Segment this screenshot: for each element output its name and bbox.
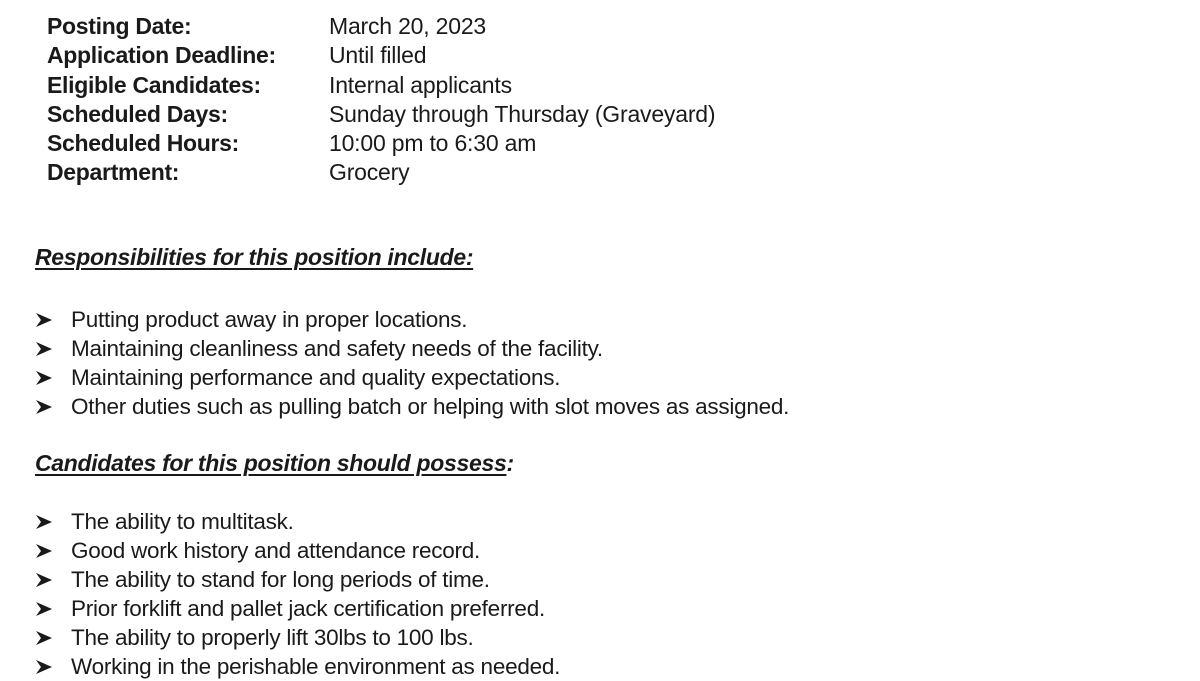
- list-item: [35, 594, 560, 623]
- candidates-heading-text: Candidates for this position should possess: [35, 450, 507, 476]
- list-item: [35, 507, 560, 536]
- candidates-list: [35, 507, 560, 681]
- list-item-text: The ability to multitask.: [71, 509, 294, 534]
- detail-label: Posting Date:: [47, 13, 192, 39]
- arrowhead-bullet-icon: [35, 594, 71, 623]
- list-item-text: Prior forklift and pallet jack certification preferred.: [71, 596, 545, 621]
- detail-value: Grocery: [329, 159, 410, 186]
- list-item: [35, 392, 789, 421]
- list-item-text: Working in the perishable environment as needed.: [71, 654, 561, 679]
- detail-label: Scheduled Days:: [47, 100, 228, 127]
- list-item: [35, 565, 560, 594]
- list-item-text: Good work history and attendance record.: [71, 538, 480, 563]
- list-item-text: The ability to properly lift 30lbs to 100 lbs.: [71, 625, 474, 650]
- detail-value: Sunday through Thursday (Graveyard): [329, 100, 716, 127]
- responsibilities-heading: [35, 244, 473, 271]
- list-item-text: Other duties such as pulling batch or helping with slot moves as assigned.: [71, 394, 790, 419]
- detail-value: March 20, 2023: [329, 13, 487, 39]
- arrowhead-bullet-icon: [35, 305, 71, 334]
- list-item: [35, 305, 789, 334]
- detail-value: Until filled: [329, 42, 427, 69]
- list-item: [35, 536, 560, 565]
- detail-row-scheduled-hours: [47, 129, 715, 158]
- detail-row-scheduled-days: [47, 100, 715, 129]
- list-item: [35, 652, 560, 681]
- detail-label: Department:: [47, 159, 180, 186]
- posting-details: [47, 12, 715, 188]
- list-item-text: Maintaining performance and quality expectations.: [71, 365, 561, 390]
- list-item: [35, 623, 560, 652]
- detail-row-posting-date: [47, 12, 715, 41]
- list-item-text: Putting product away in proper locations.: [71, 307, 468, 332]
- candidates-heading: [35, 450, 514, 477]
- arrowhead-bullet-icon: [35, 536, 71, 565]
- arrowhead-bullet-icon: [35, 507, 71, 536]
- detail-value: 10:00 pm to 6:30 am: [329, 130, 537, 157]
- list-item-text: The ability to stand for long periods of time.: [71, 567, 490, 592]
- list-item-text: Maintaining cleanliness and safety needs of the facility.: [71, 336, 603, 361]
- detail-value: Internal applicants: [329, 71, 512, 98]
- candidates-heading-colon: :: [506, 450, 514, 476]
- detail-row-department: [47, 158, 715, 187]
- arrowhead-bullet-icon: [35, 652, 71, 681]
- detail-row-eligible-candidates: [47, 71, 715, 100]
- list-item: [35, 363, 789, 392]
- detail-label: Application Deadline:: [47, 42, 276, 69]
- arrowhead-bullet-icon: [35, 392, 71, 421]
- responsibilities-list: [35, 305, 789, 421]
- detail-row-application-deadline: [47, 41, 715, 70]
- list-item: [35, 334, 789, 363]
- arrowhead-bullet-icon: [35, 623, 71, 652]
- detail-label: Scheduled Hours:: [47, 130, 240, 157]
- arrowhead-bullet-icon: [35, 363, 71, 392]
- arrowhead-bullet-icon: [35, 334, 71, 363]
- responsibilities-heading-text: Responsibilities for this position include:: [35, 244, 474, 270]
- arrowhead-bullet-icon: [35, 565, 71, 594]
- detail-label: Eligible Candidates:: [47, 71, 261, 98]
